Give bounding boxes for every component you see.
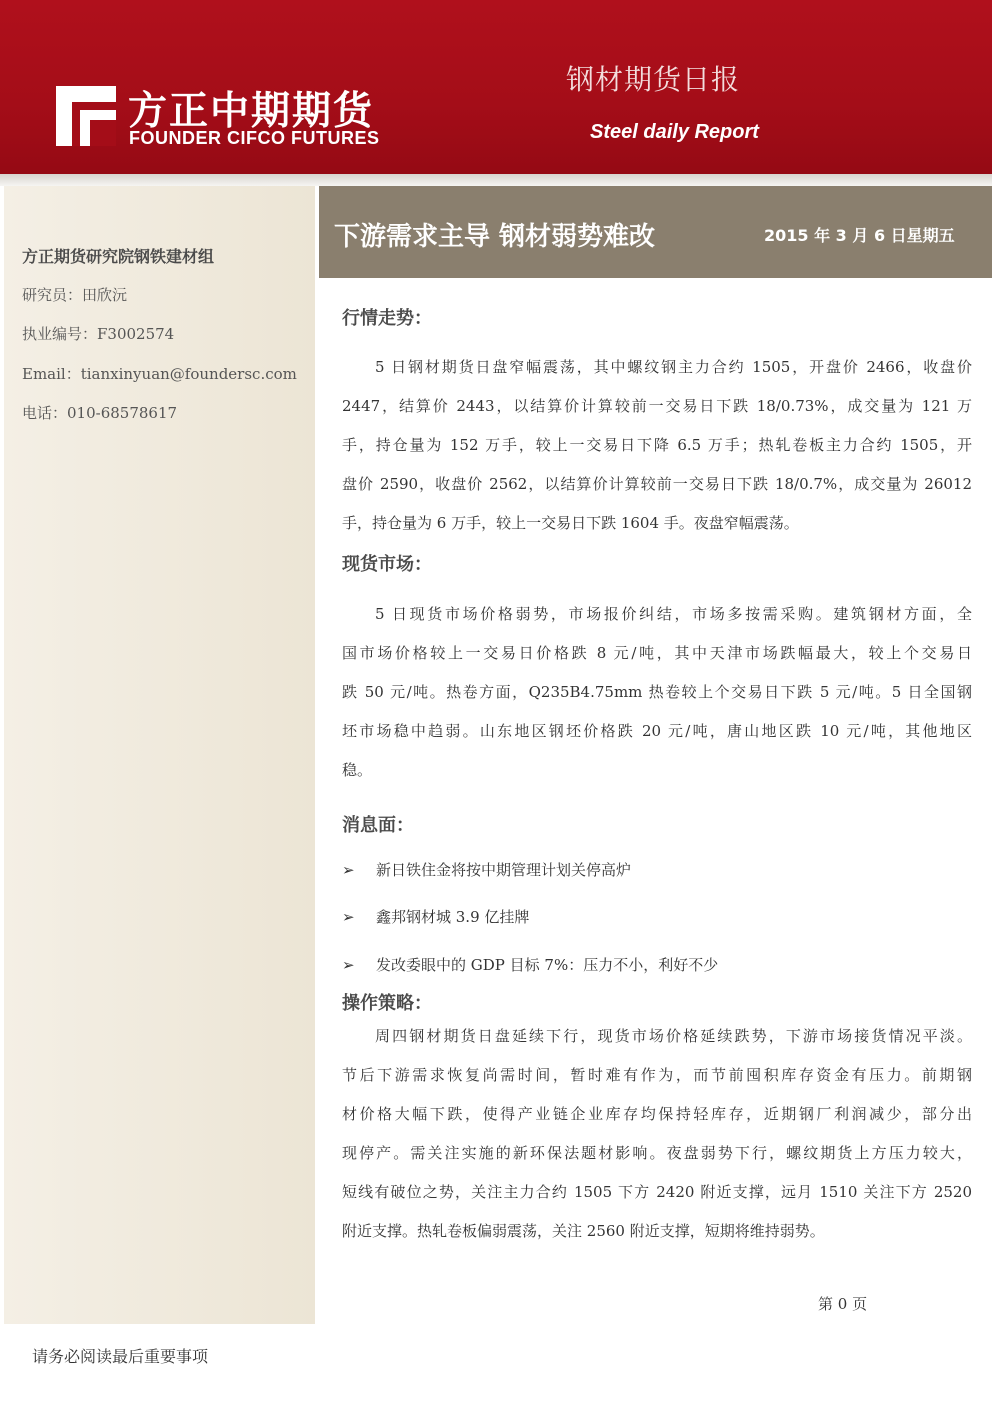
section-market-heading: 行情走势：: [342, 308, 432, 329]
page-number: 第 0 页: [818, 1295, 868, 1313]
paragraph-line: 现停产。需关注实施的新环保法题材影响。夜盘弱势下行，螺纹期货上方压力较大，: [342, 1144, 972, 1162]
researcher-name: 研究员：田欣沅: [22, 286, 128, 304]
news-item: [342, 859, 631, 880]
paragraph-line: 周四钢材期货日盘延续下行，现货市场价格延续跌势，下游市场接货情况平淡。: [375, 1027, 972, 1045]
paragraph-line: 盘价 2590，收盘价 2562，以结算价计算较前一交易日下跌 18/0.7%，成交量为 26012: [342, 475, 972, 493]
founder-logo-icon: [56, 86, 116, 146]
paragraph-line: 2447，结算价 2443，以结算价计算较前一交易日下跌 18/0.73%，成交量为 121 万: [342, 397, 972, 415]
paragraph-line: 坯市场稳中趋弱。山东地区钢坯价格跌 20 元/吨，唐山地区跌 10 元/吨，其他地区: [342, 722, 972, 740]
paragraph-line: 跌 50 元/吨。热卷方面，Q235B4.75mm 热卷较上个交易日下跌 5 元/吨。5 日全国钢: [342, 683, 972, 701]
report-title-en: Steel daily Report: [590, 121, 759, 143]
paragraph-line: 国市场价格较上一交易日价格跌 8 元/吨，其中天津市场跌幅最大，较上个交易日: [342, 644, 972, 662]
report-date: 2015 年 3 月 6 日星期五: [764, 226, 955, 245]
paragraph-line: 短线有破位之势，关注主力合约 1505 下方 2420 附近支撑，远月 1510 关注下方 2520: [342, 1183, 972, 1201]
paragraph-line: 5 日现货市场价格弱势，市场报价纠结，市场多按需采购。建筑钢材方面，全: [375, 605, 972, 623]
section-news-heading: 消息面：: [342, 815, 414, 836]
disclaimer-note: 请务必阅读最后重要事项: [32, 1347, 209, 1366]
news-item-text: 新日铁住金将按中期管理计划关停高炉: [376, 861, 632, 879]
section-spot-heading: 现货市场：: [342, 554, 432, 575]
author-phone: 电话：010-68578617: [22, 404, 178, 422]
paragraph-line: 稳。: [342, 761, 373, 779]
news-item-text: 鑫邦钢材城 3.9 亿挂牌: [376, 908, 530, 926]
paragraph-line: 手，持仓量为 152 万手，较上一交易日下降 6.5 万手；热轧卷板主力合约 1505，开: [342, 436, 972, 454]
report-title-cn: 钢材期货日报: [566, 63, 741, 96]
logo-chinese-name: 方正中期期货: [128, 89, 375, 134]
header-shadow: [0, 174, 992, 186]
research-group: 方正期货研究院钢铁建材组: [22, 247, 215, 266]
arrow-bullet-icon: ➢: [342, 908, 355, 926]
author-email: Email：tianxinyuan@foundersc.com: [22, 365, 297, 383]
arrow-bullet-icon: ➢: [342, 956, 355, 974]
paragraph-line: 手，持仓量为 6 万手，较上一交易日下跌 1604 手。夜盘窄幅震荡。: [342, 514, 799, 532]
paragraph-line: 材价格大幅下跌，使得产业链企业库存均保持轻库存，近期钢厂利润减少，部分出: [342, 1105, 972, 1123]
news-item-text: 发改委眼中的 GDP 目标 7%：压力不小，利好不少: [376, 956, 719, 974]
headline-title: 下游需求主导 钢材弱势难改: [334, 222, 656, 252]
news-item: [342, 954, 718, 975]
arrow-bullet-icon: ➢: [342, 861, 355, 879]
author-sidebar: [4, 186, 315, 1324]
paragraph-line: 节后下游需求恢复尚需时间，暂时难有作为，而节前囤积库存资金有压力。前期钢: [342, 1066, 972, 1084]
logo-english-name: FOUNDER CIFCO FUTURES: [129, 128, 380, 148]
paragraph-line: 附近支撑。热轧卷板偏弱震荡，关注 2560 附近支撑，短期将维持弱势。: [342, 1222, 825, 1240]
license-number: 执业编号：F3002574: [22, 325, 175, 343]
paragraph-line: 5 日钢材期货日盘窄幅震荡，其中螺纹钢主力合约 1505，开盘价 2466，收盘价: [375, 358, 972, 376]
section-strategy-heading: 操作策略：: [342, 993, 432, 1014]
news-item: [342, 906, 529, 927]
